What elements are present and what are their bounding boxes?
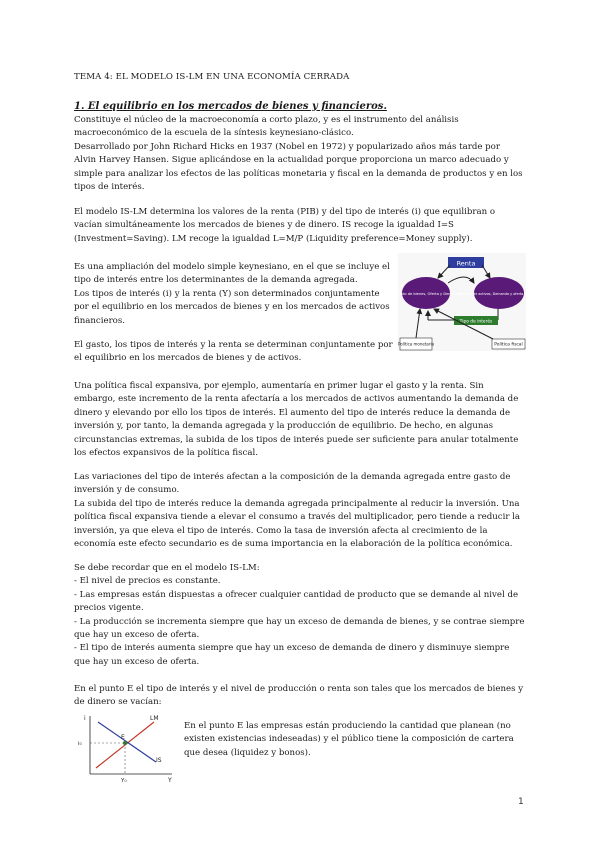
arrow-renta-to-goods — [438, 265, 450, 278]
section-1-title: 1. El equilibrio en los mercados de bienes y financieros. — [74, 101, 387, 112]
paragraph-4 — [74, 339, 394, 366]
text-line: tipo de interés entre los determinantes de la demanda agregada. — [74, 275, 358, 286]
text-line: El gasto, los tipos de interés y la renta se determinan conjuntamente por — [74, 340, 393, 350]
text-line: simple para analizar los efectos de las políticas monetaria y fiscal en la demanda de productos y en los — [74, 168, 523, 179]
assets-market-label: Mercado de activos, Demanda y oferta de dinero — [457, 292, 541, 296]
text-line: circunstancias extremas, la subida de los tipos de interés puede ser suficiente para anular totalmente — [74, 434, 519, 445]
text-line: Se debe recordar que en el modelo IS-LM: — [74, 563, 260, 573]
arrow-renta-to-assets — [482, 265, 490, 278]
text-line: La subida del tipo de interés reduce la demanda agregada principalmente al reducir la inversión. Una — [74, 498, 520, 509]
text-line: que hay un exceso de oferta. — [74, 630, 200, 641]
monetary-policy-arrow — [416, 309, 420, 338]
text-line: (Investment=Saving). LM recoge la igualdad L=M/P (Liquidity preference=Money supply). — [74, 233, 473, 244]
text-line: precios vigente. — [74, 603, 144, 614]
monetary-policy-label: Política monetaria — [397, 341, 435, 347]
is-lm-flow-diagram — [391, 253, 541, 351]
text-line: dinero y elevando por ello los tipos de interés. El aumento del tipo de interés reduce la demanda de — [74, 407, 511, 418]
text-line: economía este efecto secundario es de suma importancia en la elaboración de la política económica. — [74, 539, 513, 550]
paragraph-7 — [74, 562, 526, 669]
text-line: - El tipo de interés aumenta siempre que hay un exceso de demanda de dinero y disminuye siempre — [74, 643, 510, 654]
text-line: Alvin Harvey Hansen. Sigue aplicándose en la actualidad porque proporciona un marco adecuado y — [74, 155, 509, 166]
document-title: TEMA 4: EL MODELO IS-LM EN UNA ECONOMÍA CERRADA — [74, 72, 350, 82]
text-line: El modelo IS-LM determina los valores de la renta (PIB) y del tipo de interés (i) que equilibran o — [74, 207, 496, 217]
text-line: Constituye el núcleo de la macroeconomía a corto plazo, y es el instrumento del análisis — [74, 115, 459, 125]
arrow-goods-to-assets — [448, 277, 474, 283]
y-axis-label: i — [84, 715, 86, 722]
paragraph-3 — [74, 261, 394, 328]
text-line: Desarrollado por John Richard Hicks en 1937 (Nobel en 1972) y popularizado años más tarde por — [74, 141, 500, 152]
paragraph-8 — [74, 683, 526, 710]
text-line: existen existencias indeseadas) y el público tiene la composición de cartera — [184, 734, 514, 745]
is-lm-graph — [76, 712, 176, 790]
text-line: vacían simultáneamente los mercados de bienes y de dinero. IS recoge la igualdad I=S — [74, 220, 454, 231]
text-line: política fiscal expansiva tiende a elevar el consumo a través del multiplicador, pero tiende a reducir la — [74, 512, 521, 523]
text-line: de dinero se vacían: — [74, 697, 162, 708]
equilibrium-point — [123, 741, 127, 745]
text-line: tipos de interés. — [74, 182, 145, 193]
is-label: IS — [156, 757, 162, 764]
text-line: financieros. — [74, 315, 125, 326]
text-line: que desea (liquidez y bonos). — [184, 747, 311, 758]
point-e-label: E — [121, 734, 125, 741]
text-line: Los tipos de interés (i) y la renta (Y) son determinados conjuntamente — [74, 288, 380, 299]
text-line: que hay un exceso de oferta. — [74, 656, 200, 667]
text-line: En el punto E el tipo de interés y el nivel de producción o renta son tales que los mercados de bienes y — [74, 684, 524, 694]
text-line: inversión y de consumo. — [74, 485, 180, 496]
paragraph-5 — [74, 380, 526, 460]
text-line: En el punto E las empresas están produciendo la cantidad que planean (no — [184, 721, 511, 731]
i0-label: i₀ — [78, 741, 82, 747]
text-line: - El nivel de precios es constante. — [74, 576, 221, 587]
paragraph-2 — [74, 206, 526, 246]
text-line: inversión y, por tanto, la demanda agregada y la producción de equilibrio. De hecho, en algunas — [74, 421, 493, 432]
x-axis-label: Y — [168, 777, 172, 784]
text-line: embargo, este incremento de la renta afectaría a los mercados de activos aumentando la demanda de — [74, 394, 519, 405]
y0-label: Y₀ — [121, 778, 127, 784]
goods-market-label: Mercado de bienes, Oferta y Demanda — [391, 292, 461, 296]
paragraph-6 — [74, 471, 526, 551]
renta-label: Renta — [456, 259, 476, 268]
text-line: por el equilibrio en los mercados de bienes y en los mercados de activos — [74, 302, 390, 313]
interest-rate-label: Tipo de interés — [459, 319, 493, 325]
text-line: Una política fiscal expansiva, por ejemplo, aumentaría en primer lugar el gasto y la renta. Sin — [74, 381, 484, 391]
text-line: - Las empresas están dispuestas a ofrecer cualquier cantidad de producto que se demande al nivel de — [74, 589, 519, 600]
paragraph-1 — [74, 114, 526, 194]
text-line: Es una ampliación del modelo simple keynesiano, en el que se incluye el — [74, 262, 390, 272]
text-line: - La producción se incrementa siempre que hay un exceso de demanda de bienes, y se contrae siempre — [74, 616, 525, 627]
fiscal-policy-label: Política fiscal — [494, 342, 523, 348]
text-line: los efectos expansivos de la política fiscal. — [74, 448, 258, 459]
text-line: inversión, ya que eleva el tipo de interés. Como la tasa de inversión afecta al crecimiento de la — [74, 525, 488, 536]
text-line: macroeconómico de la escuela de la síntesis keynesiano-clásico. — [74, 128, 354, 139]
paragraph-9 — [184, 720, 524, 760]
text-line: el equilibrio en los mercados de bienes y de activos. — [74, 353, 302, 364]
lm-label: LM — [150, 715, 159, 722]
page-number: 1 — [518, 797, 524, 807]
text-line: Las variaciones del tipo de interés afectan a la composición de la demanda agregada entre gasto de — [74, 472, 511, 482]
